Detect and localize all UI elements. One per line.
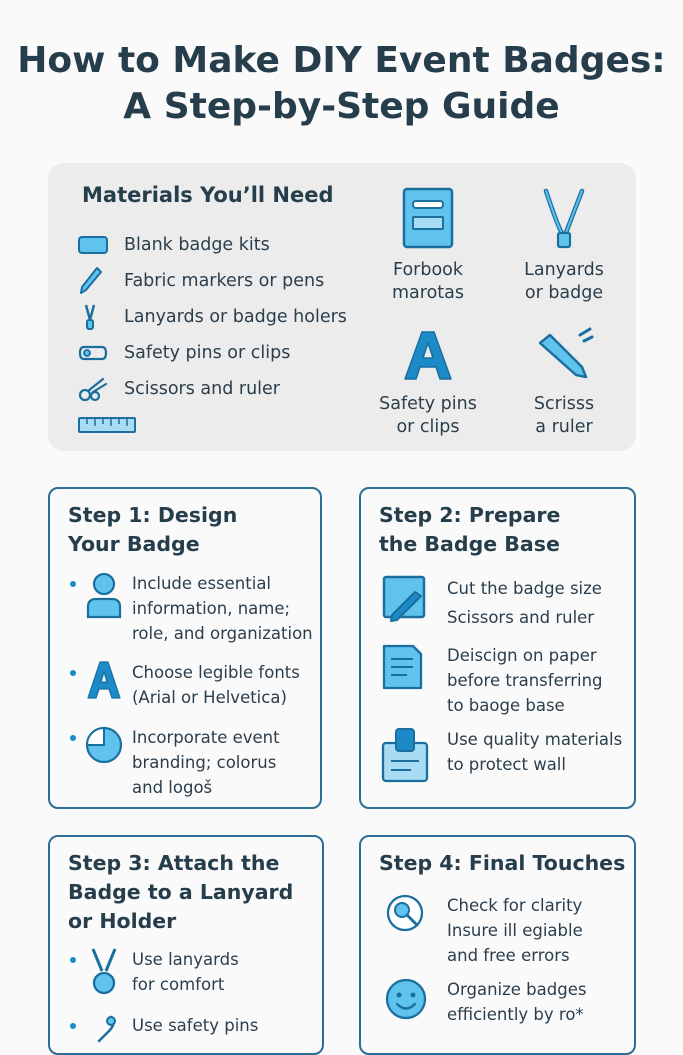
list-item: [70, 725, 280, 800]
item-text: [132, 660, 300, 710]
magnifier-icon: [385, 893, 447, 968]
grid-item: [358, 187, 498, 305]
safety-pin-icon: [76, 1013, 132, 1043]
list-item: [381, 643, 603, 718]
step-heading: [68, 849, 293, 936]
material-label: Safety pins or clips: [124, 343, 291, 363]
item-line: Check for clarity: [447, 896, 583, 915]
scissors-icon: [78, 377, 112, 401]
list-item: [78, 263, 347, 299]
cut-paper-icon: [381, 574, 447, 632]
letter-a-icon: [402, 329, 454, 381]
marker-icon: [78, 269, 112, 293]
item-text: [447, 893, 583, 968]
item-line: Insure ill egiable: [447, 921, 583, 940]
list-item: [381, 574, 602, 632]
list-item: [70, 571, 313, 646]
item-line: branding; colorus: [132, 753, 277, 772]
step-2-card: [359, 487, 636, 809]
grid-item: [358, 329, 498, 439]
item-line: and free errors: [447, 946, 570, 965]
smiley-icon: [385, 977, 447, 1027]
grid-label-1: Forbook: [393, 260, 463, 280]
list-item: [385, 977, 586, 1027]
title-line-2: A Step-by-Step Guide: [123, 86, 560, 127]
materials-panel: [48, 163, 636, 451]
step-1-card: [48, 487, 322, 809]
grid-label-2: or clips: [396, 417, 460, 437]
item-text: [132, 571, 313, 646]
item-line: Use quality materials: [447, 730, 623, 749]
item-text: [447, 643, 603, 718]
step-heading-line: Step 1: Design: [68, 503, 238, 527]
item-line: for comfort: [132, 975, 225, 994]
step-heading-line: Step 3: Attach the: [68, 851, 280, 875]
item-text: [132, 1013, 258, 1043]
letter-a-icon: [76, 660, 132, 710]
item-line: Include essential: [132, 574, 272, 593]
pie-chart-icon: [76, 725, 132, 800]
item-line: role, and organization: [132, 624, 313, 643]
list-item: [70, 947, 239, 997]
step-heading-line: Step 4: Final Touches: [379, 851, 626, 875]
badge-icon: [78, 233, 112, 257]
materials-list: [78, 227, 347, 443]
step-heading-line: the Badge Base: [379, 532, 560, 556]
badge-holder-icon: [381, 727, 447, 783]
material-label: Lanyards or badge holers: [124, 307, 347, 327]
step-heading-line: or Holder: [68, 909, 177, 933]
materials-heading: Materials You’ll Need: [82, 183, 334, 207]
item-line: to protect wall: [447, 755, 566, 774]
item-line: Organize badges: [447, 980, 587, 999]
pen-icon: [534, 329, 594, 381]
grid-label-2: a ruler: [535, 417, 593, 437]
list-item: [381, 727, 622, 783]
badge-card-icon: [402, 187, 454, 249]
item-text: [132, 947, 239, 997]
list-item: [78, 371, 347, 407]
grid-item: [494, 187, 634, 305]
grid-label-1: Lanyards: [524, 260, 604, 280]
item-line: Choose legible fonts: [132, 663, 300, 682]
lanyard-icon: [78, 305, 112, 329]
step-heading: [379, 501, 560, 559]
title-line-1: How to Make DIY Event Badges:: [17, 40, 666, 81]
list-item: [78, 299, 347, 335]
item-line: and logoš: [132, 778, 213, 797]
item-text: [447, 727, 622, 783]
list-item: [70, 1013, 258, 1043]
list-item: [78, 335, 347, 371]
item-line: before transferring: [447, 671, 603, 690]
item-text: [132, 725, 280, 800]
list-item: [78, 227, 347, 263]
item-line: Scissors and ruler: [447, 608, 595, 627]
item-line: to baoge base: [447, 696, 565, 715]
material-label: Fabric markers or pens: [124, 271, 325, 291]
step-heading: [379, 849, 625, 878]
document-icon: [381, 643, 447, 718]
grid-label-2: marotas: [392, 283, 464, 303]
grid-label-2: or badge: [524, 283, 604, 303]
list-item: [78, 407, 347, 443]
item-line: Use safety pins: [132, 1016, 259, 1035]
person-icon: [76, 571, 132, 646]
item-line: information, name;: [132, 599, 291, 618]
page-title: [0, 38, 683, 130]
step-heading-line: Step 2: Prepare: [379, 503, 561, 527]
item-line: (Arial or Helvetica): [132, 688, 287, 707]
material-label: Scissors and ruler: [124, 379, 281, 399]
step-heading-line: Your Badge: [68, 532, 200, 556]
item-line: efficiently by ro*: [447, 1005, 584, 1024]
ruler-icon: [78, 413, 112, 437]
grid-item: [494, 329, 634, 439]
safety-pin-icon: [78, 341, 112, 365]
step-4-card: [359, 835, 636, 1055]
lanyard-icon: [538, 187, 590, 249]
step-heading: [68, 501, 237, 559]
list-item: [385, 893, 583, 968]
item-text: [447, 574, 602, 632]
grid-label-1: Safety pins: [379, 394, 477, 414]
step-heading-line: Badge to a Lanyard: [68, 880, 294, 904]
item-line: Use lanyards: [132, 950, 239, 969]
medal-icon: [76, 947, 132, 997]
grid-label-1: Scrisss: [533, 394, 595, 414]
item-line: Incorporate event: [132, 728, 280, 747]
item-line: Deiscign on paper: [447, 646, 597, 665]
list-item: [70, 660, 300, 710]
material-label: Blank badge kits: [124, 235, 270, 255]
item-text: [447, 977, 586, 1027]
item-line: Cut the badge size: [447, 579, 602, 598]
step-3-card: [48, 835, 324, 1055]
